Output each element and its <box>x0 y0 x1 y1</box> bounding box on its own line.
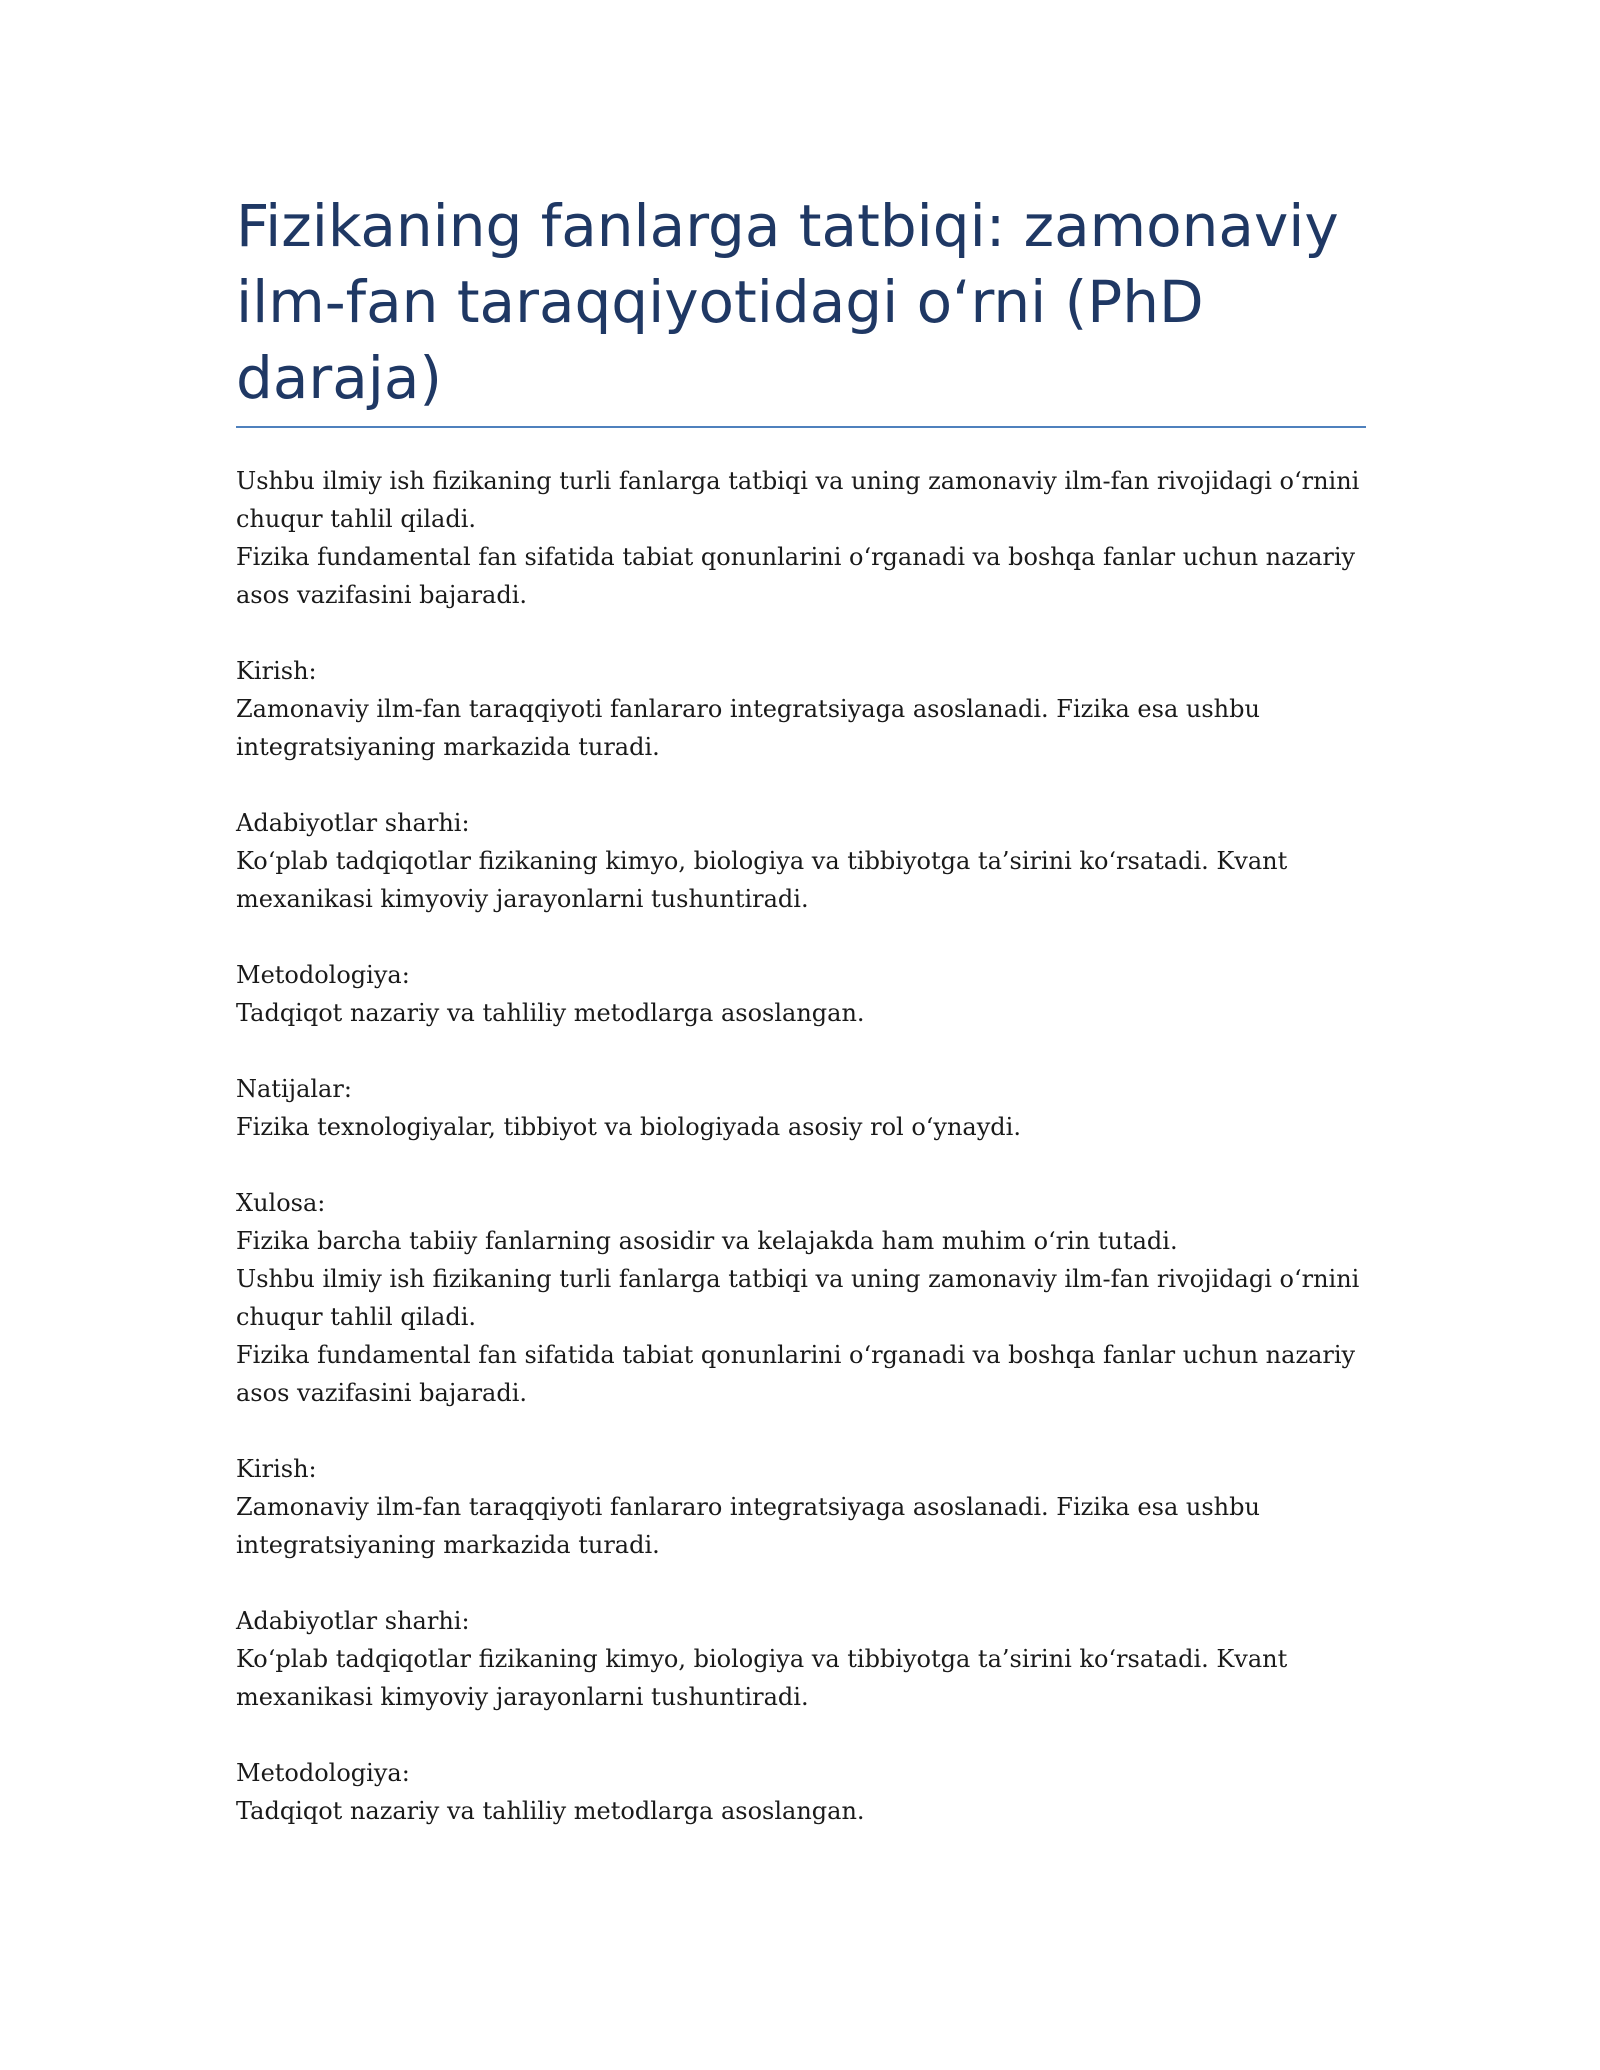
body-line: Metodologiya: <box>236 961 410 989</box>
body-line: Kirish: <box>236 1455 317 1483</box>
paragraph-spacer <box>236 1716 1366 1754</box>
body-line: Fizika texnologiyalar, tibbiyot va biologiyada asosiy rol o‘ynaydi. <box>236 1113 1021 1141</box>
body-line: mexanikasi kimyoviy jarayonlarni tushuntiradi. <box>236 1683 809 1711</box>
document-page <box>236 188 1366 1830</box>
body-line: Kirish: <box>236 657 317 685</box>
paragraph-spacer <box>236 1146 1366 1184</box>
title-divider <box>236 426 1366 428</box>
body-line: Metodologiya: <box>236 1759 410 1787</box>
document-body <box>236 462 1366 1830</box>
body-line: integratsiyaning markazida turadi. <box>236 733 660 761</box>
body-line: chuqur tahlil qiladi. <box>236 1303 477 1331</box>
body-line: Tadqiqot nazariy va tahliliy metodlarga asoslangan. <box>236 1797 865 1825</box>
paragraph-spacer <box>236 766 1366 804</box>
body-line: Ko‘plab tadqiqotlar fizikaning kimyo, biologiya va tibbiyotga ta’sirini ko‘rsatadi. Kvant <box>236 1645 1288 1673</box>
body-line: mexanikasi kimyoviy jarayonlarni tushuntiradi. <box>236 885 809 913</box>
title-line: ilm-fan taraqqiyotidagi o‘rni (PhD <box>236 268 1204 336</box>
title-line: Fizikaning fanlarga tatbiqi: zamonaviy <box>236 192 1339 260</box>
body-line: Adabiyotlar sharhi: <box>236 1607 470 1635</box>
document-title <box>236 188 1366 426</box>
paragraph-spacer <box>236 918 1366 956</box>
body-line: Fizika barcha tabiiy fanlarning asosidir va kelajakda ham muhim o‘rin tutadi. <box>236 1227 1178 1255</box>
body-line: Ushbu ilmiy ish fizikaning turli fanlarga tatbiqi va uning zamonaviy ilm-fan rivojidagi o‘rnini <box>236 467 1360 495</box>
body-line: Fizika fundamental fan sifatida tabiat qonunlarini o‘rganadi va boshqa fanlar uchun nazariy <box>236 543 1356 571</box>
body-line: asos vazifasini bajaradi. <box>236 1379 528 1407</box>
paragraph-spacer <box>236 1412 1366 1450</box>
body-line: Zamonaviy ilm-fan taraqqiyoti fanlararo integratsiyaga asoslanadi. Fizika esa ushbu <box>236 695 1260 723</box>
body-line: chuqur tahlil qiladi. <box>236 505 477 533</box>
body-line: Ushbu ilmiy ish fizikaning turli fanlarga tatbiqi va uning zamonaviy ilm-fan rivojidagi o‘rnini <box>236 1265 1360 1293</box>
body-line: Xulosa: <box>236 1189 326 1217</box>
paragraph-spacer <box>236 1564 1366 1602</box>
body-line: Ko‘plab tadqiqotlar fizikaning kimyo, biologiya va tibbiyotga ta’sirini ko‘rsatadi. Kvant <box>236 847 1288 875</box>
body-line: integratsiyaning markazida turadi. <box>236 1531 660 1559</box>
body-line: Adabiyotlar sharhi: <box>236 809 470 837</box>
paragraph-spacer <box>236 614 1366 652</box>
body-line: Tadqiqot nazariy va tahliliy metodlarga asoslangan. <box>236 999 865 1027</box>
paragraph-spacer <box>236 1032 1366 1070</box>
body-line: Zamonaviy ilm-fan taraqqiyoti fanlararo integratsiyaga asoslanadi. Fizika esa ushbu <box>236 1493 1260 1521</box>
body-line: Natijalar: <box>236 1075 352 1103</box>
body-line: asos vazifasini bajaradi. <box>236 581 528 609</box>
title-line: daraja) <box>236 344 443 412</box>
body-line: Fizika fundamental fan sifatida tabiat qonunlarini o‘rganadi va boshqa fanlar uchun nazariy <box>236 1341 1356 1369</box>
